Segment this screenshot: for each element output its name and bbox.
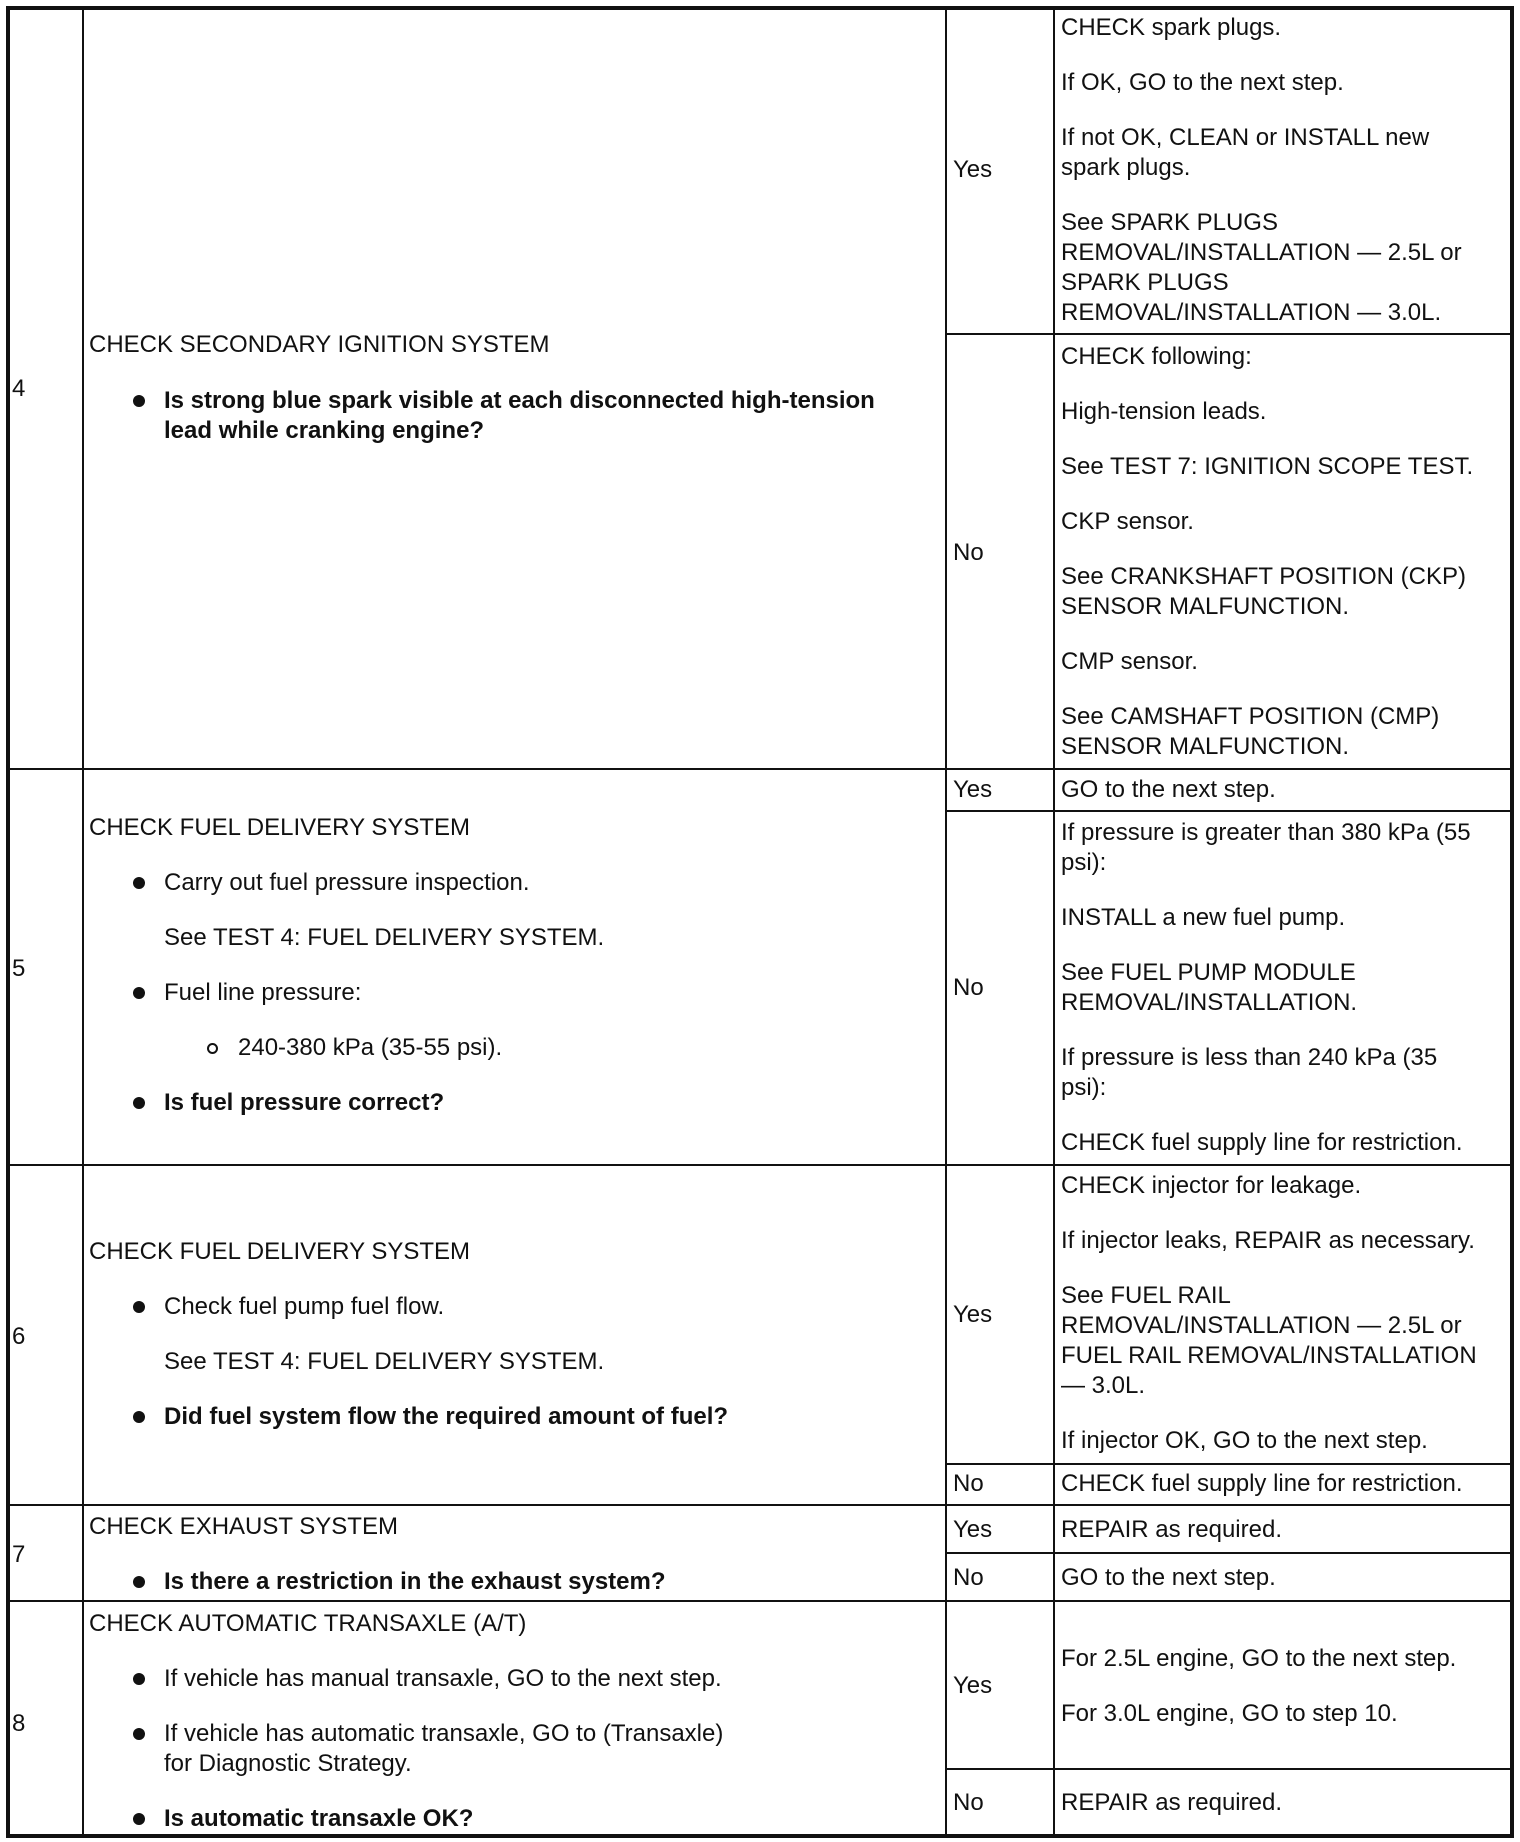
yes-action-line: For 2.5L engine, GO to the next step. (1061, 1645, 1457, 1672)
step-number: 4 (12, 375, 26, 402)
row-divider-7-8 (8, 1600, 1512, 1602)
no-action-line: SENSOR MALFUNCTION. (1061, 733, 1350, 760)
no-action-line: See TEST 7: IGNITION SCOPE TEST. (1061, 453, 1474, 480)
yes-action-line: CHECK injector for leakage. (1061, 1172, 1362, 1199)
yes-action-line: SPARK PLUGS (1061, 269, 1229, 296)
no-action-line: See FUEL PUMP MODULE (1061, 959, 1356, 986)
bullet-icon (133, 1813, 145, 1825)
yes-action-line: For 3.0L engine, GO to step 10. (1061, 1700, 1398, 1727)
answer-no-label: No (953, 974, 984, 1001)
no-action-line: INSTALL a new fuel pump. (1061, 904, 1346, 931)
answer-no-label: No (953, 1470, 984, 1497)
step-number: 5 (12, 955, 26, 982)
answer-no-label: No (953, 539, 984, 566)
bullet-icon (133, 877, 145, 889)
yes-action-line: REMOVAL/INSTALLATION — 3.0L. (1061, 299, 1442, 326)
no-action-line: CKP sensor. (1061, 508, 1194, 535)
yes-action-line: GO to the next step. (1061, 776, 1276, 803)
no-action-line: psi): (1061, 849, 1107, 876)
row-divider-6-7 (8, 1504, 1512, 1506)
yes-action-line: — 3.0L. (1061, 1372, 1146, 1399)
step-title: CHECK AUTOMATIC TRANSAXLE (A/T) (89, 1610, 527, 1637)
yes-action-line: If not OK, CLEAN or INSTALL new (1061, 124, 1430, 151)
bullet-icon (133, 1728, 145, 1740)
step-item: If vehicle has manual transaxle, GO to the next step. (164, 1665, 722, 1692)
bullet-icon (133, 395, 145, 407)
step-item: Carry out fuel pressure inspection. (164, 869, 530, 896)
col-divider-answer (1053, 8, 1055, 1836)
answer-yes-label: Yes (953, 156, 993, 183)
no-action-line: See CRANKSHAFT POSITION (CKP) (1061, 563, 1466, 590)
step-title: CHECK EXHAUST SYSTEM (89, 1513, 398, 1540)
answer-yes-label: Yes (953, 1672, 993, 1699)
sub-bullet-icon (207, 1043, 218, 1054)
yes-action-line: If injector leaks, REPAIR as necessary. (1061, 1227, 1475, 1254)
step-item: Check fuel pump fuel flow. (164, 1293, 445, 1320)
yes-action-line: REMOVAL/INSTALLATION — 2.5L or (1061, 239, 1462, 266)
subrow-divider-4 (945, 333, 1512, 335)
no-action-line: SENSOR MALFUNCTION. (1061, 593, 1350, 620)
no-action-line: If pressure is greater than 380 kPa (55 (1061, 819, 1471, 846)
col-divider-step (82, 8, 84, 1836)
answer-yes-label: Yes (953, 1301, 993, 1328)
no-action-line: CHECK fuel supply line for restriction. (1061, 1129, 1463, 1156)
bullet-icon (133, 1576, 145, 1588)
answer-no-label: No (953, 1564, 984, 1591)
bullet-icon (133, 1301, 145, 1313)
step-question: Is strong blue spark visible at each disconnected high-tension (164, 387, 875, 414)
bullet-icon (133, 987, 145, 999)
step-title: CHECK FUEL DELIVERY SYSTEM (89, 1238, 470, 1265)
step-item: If vehicle has automatic transaxle, GO to (Transaxle) (164, 1720, 724, 1747)
no-action-line: CHECK following: (1061, 343, 1252, 370)
step-number: 6 (12, 1323, 26, 1350)
yes-action-line: REMOVAL/INSTALLATION — 2.5L or (1061, 1312, 1462, 1339)
step-question: lead while cranking engine? (164, 417, 485, 444)
subrow-divider-8 (945, 1768, 1512, 1770)
subrow-divider-5 (945, 810, 1512, 812)
step-question: Is fuel pressure correct? (164, 1089, 445, 1116)
yes-action-line: REPAIR as required. (1061, 1516, 1282, 1543)
step-number: 7 (12, 1541, 26, 1568)
no-action-line: psi): (1061, 1074, 1107, 1101)
step-question: Is automatic transaxle OK? (164, 1805, 474, 1832)
step-question: Is there a restriction in the exhaust system? (164, 1568, 666, 1595)
no-action-line: See CAMSHAFT POSITION (CMP) (1061, 703, 1440, 730)
no-action-line: If pressure is less than 240 kPa (35 (1061, 1044, 1438, 1071)
step-item: 240-380 kPa (35-55 psi). (238, 1034, 503, 1061)
step-title: CHECK FUEL DELIVERY SYSTEM (89, 814, 470, 841)
yes-action-line: FUEL RAIL REMOVAL/INSTALLATION (1061, 1342, 1477, 1369)
no-action-line: High-tension leads. (1061, 398, 1267, 425)
col-divider-action (945, 8, 947, 1836)
step-number: 8 (12, 1710, 26, 1737)
yes-action-line: If injector OK, GO to the next step. (1061, 1427, 1428, 1454)
subrow-divider-6 (945, 1463, 1512, 1465)
step-item: Fuel line pressure: (164, 979, 362, 1006)
no-action-line: REPAIR as required. (1061, 1789, 1282, 1816)
no-action-line: REMOVAL/INSTALLATION. (1061, 989, 1358, 1016)
no-action-line: GO to the next step. (1061, 1564, 1276, 1591)
answer-yes-label: Yes (953, 776, 993, 803)
step-item: See TEST 4: FUEL DELIVERY SYSTEM. (164, 1348, 605, 1375)
subrow-divider-7 (945, 1552, 1512, 1554)
yes-action-line: If OK, GO to the next step. (1061, 69, 1344, 96)
yes-action-line: See FUEL RAIL (1061, 1282, 1231, 1309)
bullet-icon (133, 1097, 145, 1109)
answer-no-label: No (953, 1789, 984, 1816)
step-title: CHECK SECONDARY IGNITION SYSTEM (89, 331, 550, 358)
yes-action-line: spark plugs. (1061, 154, 1191, 181)
bullet-icon (133, 1411, 145, 1423)
bullet-icon (133, 1673, 145, 1685)
step-item: See TEST 4: FUEL DELIVERY SYSTEM. (164, 924, 605, 951)
yes-action-line: CHECK spark plugs. (1061, 14, 1282, 41)
yes-action-line: See SPARK PLUGS (1061, 209, 1278, 236)
answer-yes-label: Yes (953, 1516, 993, 1543)
no-action-line: CHECK fuel supply line for restriction. (1061, 1470, 1463, 1497)
row-divider-5-6 (8, 1164, 1512, 1166)
no-action-line: CMP sensor. (1061, 648, 1198, 675)
step-item: for Diagnostic Strategy. (164, 1750, 412, 1777)
step-question: Did fuel system flow the required amount of fuel? (164, 1403, 729, 1430)
row-divider-4-5 (8, 768, 1512, 770)
